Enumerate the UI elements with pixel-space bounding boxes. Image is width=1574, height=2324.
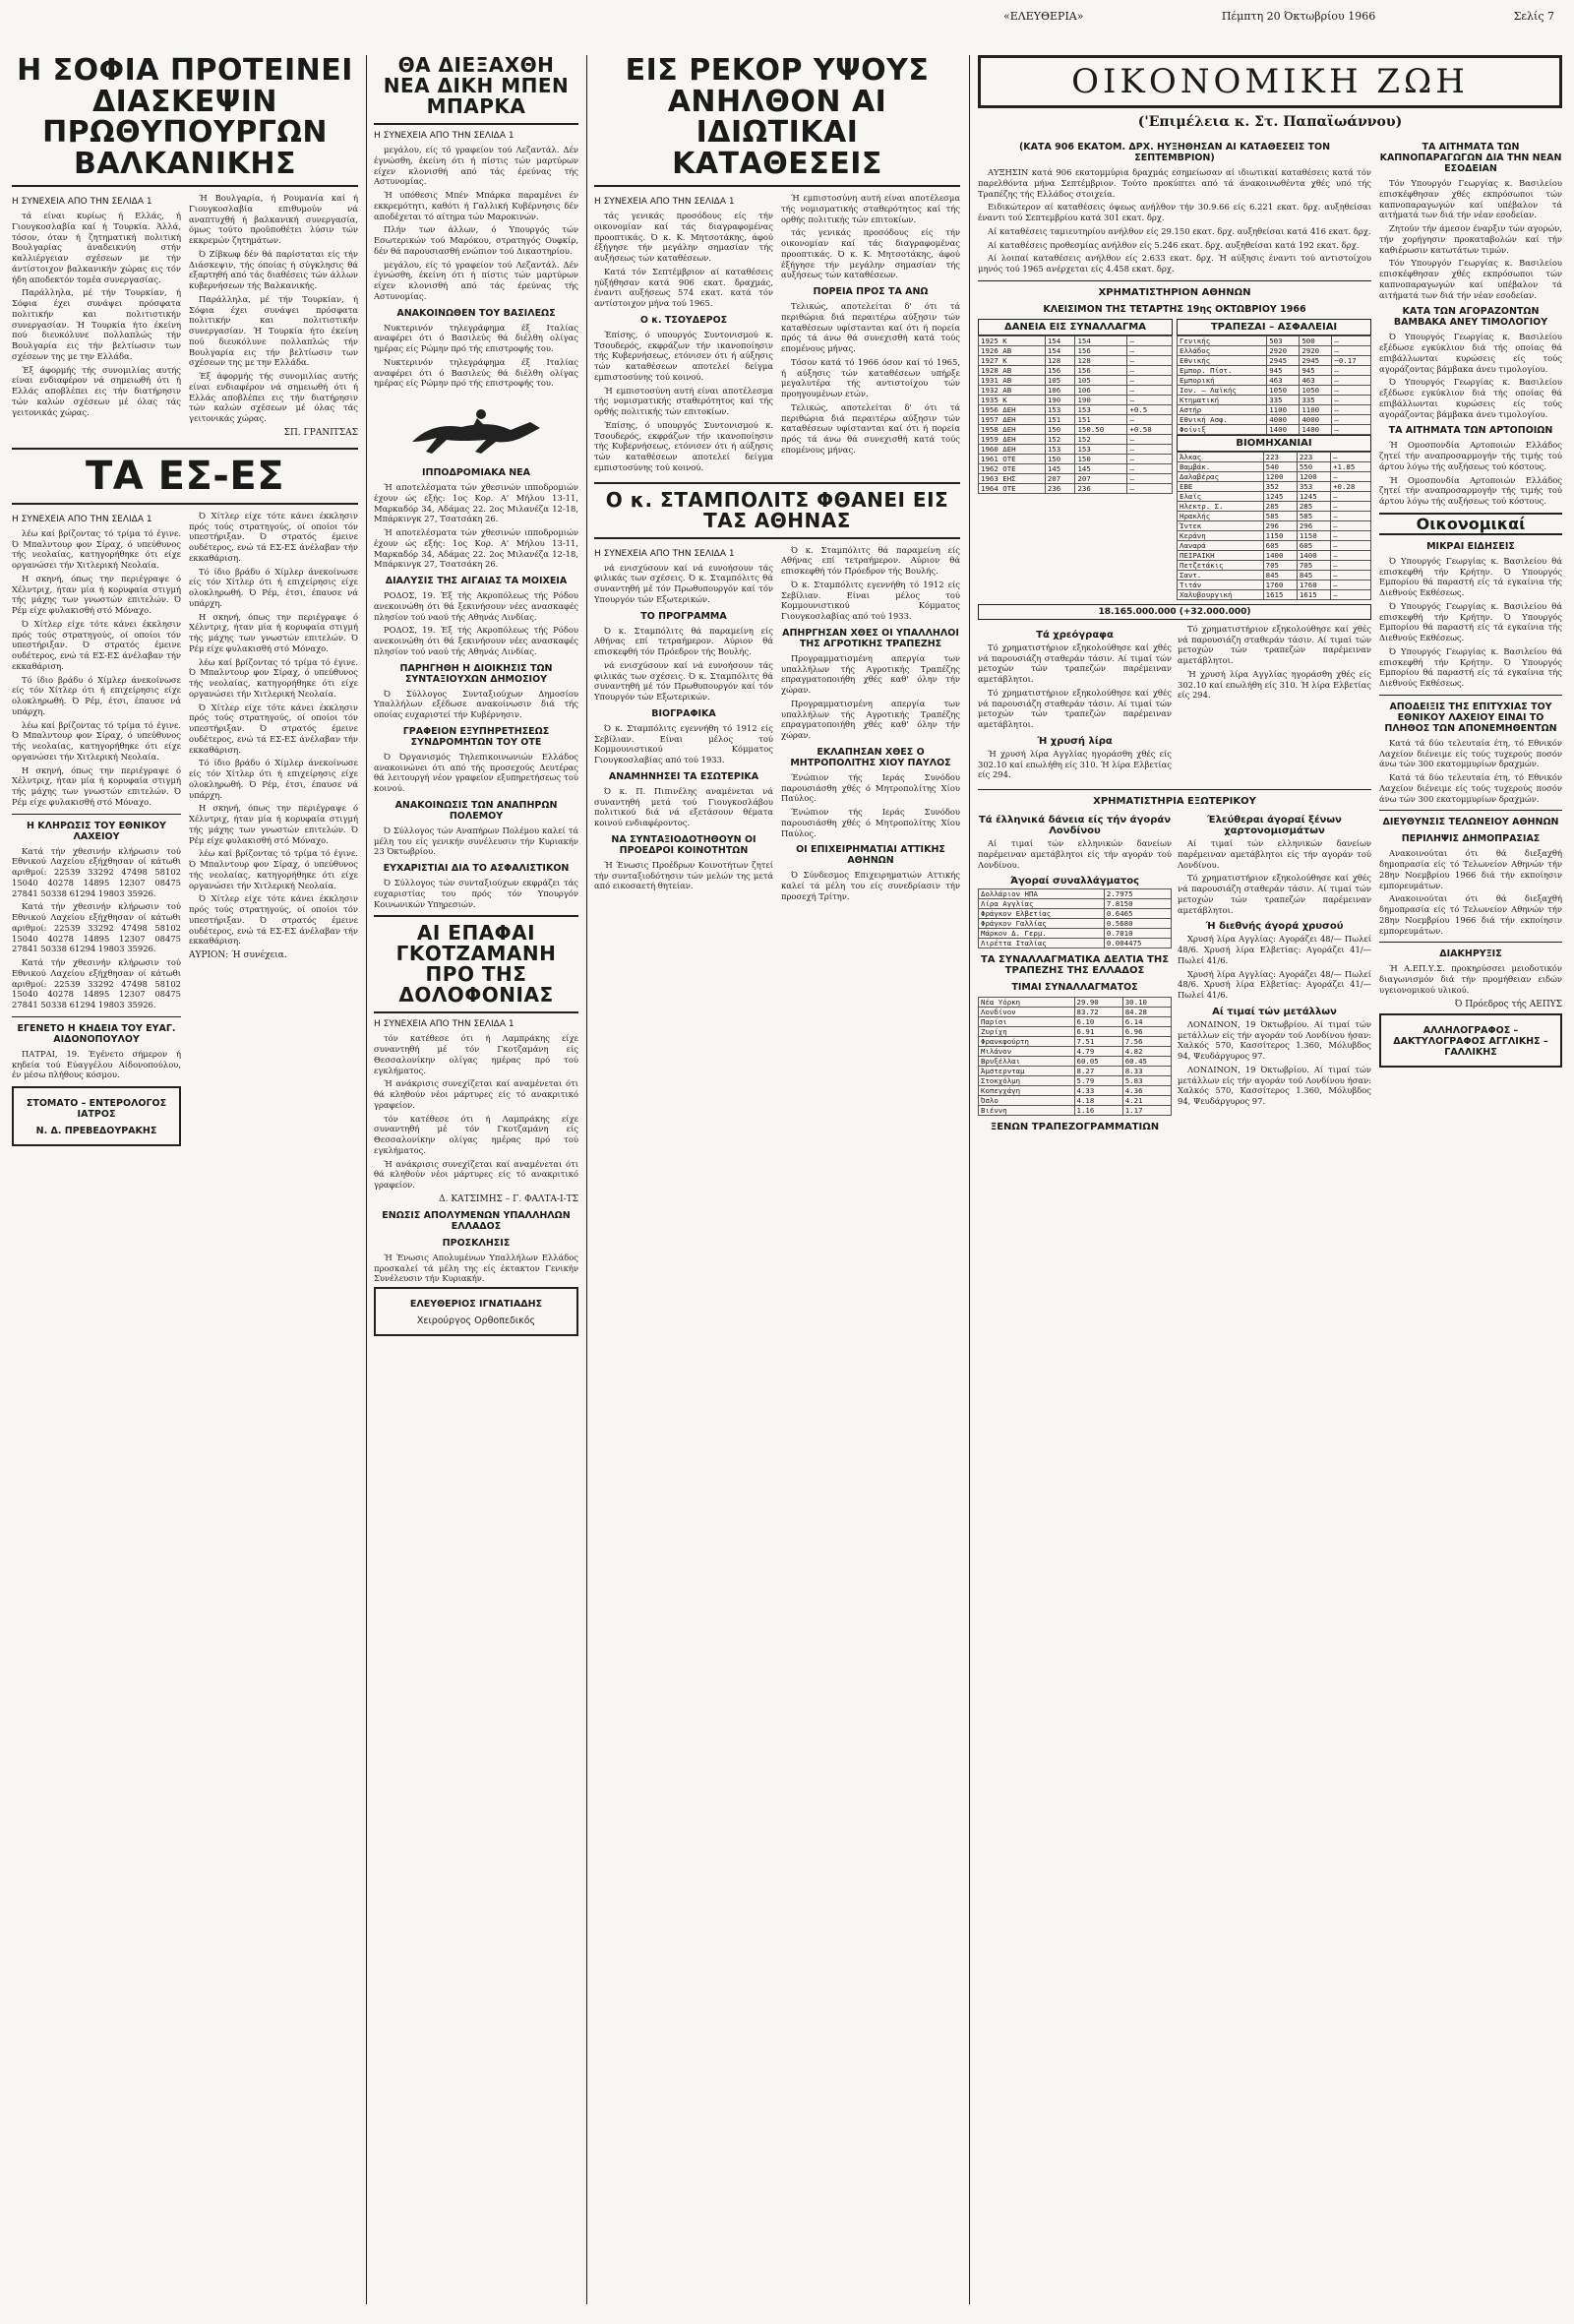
table-row: Βαμβάκ. 540 550 +1.85 [1178,461,1371,471]
table-row: Πετζετάκις 705 705 — [1178,560,1371,570]
foreign-bourses-title: ΧΡΗΜΑΤΙΣΤΗΡΙΑ ΕΞΩΤΕΡΙΚΟΥ [1093,796,1256,807]
table-row: Εμπορική 463 463 — [1178,375,1371,385]
table-row: 1962 ΟΤΕ 145 145 — [979,463,1173,473]
funeral-body: ΠΑΤΡΑΙ, 19. Έγένετο σήμερον ή κηδεία τού Εύαγγέλου Αίδονοπούλου, έν μέσω πλήθους κόσμου. [12,1048,181,1080]
continuation-label: Η ΣΥΝΕΧΕΙΑ ΑΠΟ ΤΗΝ ΣΕΛΙΔΑ 1 [374,131,515,141]
byline-katsimis: Δ. ΚΑΤΣΙΜΗΣ – Γ. ΦΑΛΤΑ-Ι-ΤΣ [439,1193,578,1204]
table-row: Λονδίνον 83.72 84.28 [979,1008,1172,1017]
table-row: Ηρακλής 585 585 — [1178,511,1371,520]
economy-section: ΟΙΚΟΝΟΜΙΚΗ ΖΩΗ ('Επιμέλεια κ. Στ. Παπαϊωάννου) (ΚΑΤΑ 906 ΕΚΑΤΟΜ. ΔΡΧ. ΗΥΞΗΘΗΣΑΝ ΑΙ ΚΑΤΑΘΕΣΕΙΣ ΤΟΝ ΣΕΠΤΕΜΒΡΙΟΝ) ΑΥΞΗΣΙΝ κατά 906 εκατομμύρια δραχμάς εσημείωσαν αί ιδιωτικαί καταθέσεις κατά τόν παρελθόντα μήνα Σεπτέμβριον. Τούτο προκύπτει από τά άνακοινωθέντα χθές υπό τής Τραπέζης τής Ελλάδος στοιχεία. Ειδικώτερον αί καταθέσεις όψεως ανήλθον τήν 30.9.66 είς 6.221 εκατ. δρχ. αυξηθείσαι έναντι τού Σεπτεμβρίου κατά 301 εκατ. δρχ. Αί καταθέσεις ταμιευτηρίου ανήλθον είς 29.150 εκατ. δρχ. αυξηθείσαι κατά 416 εκατ. δρχ. Αί καταθέσεις προθεσμίας ανήλθον είς 5.246 εκατ. δρχ. αυξηθείσαι κατά 192 εκατ. δρχ. Αί λοιπαί καταθέσεις ανήλθον είς 2.633 εκατ. δρχ. Ή αύξησις έναντι τού αντιστοίχου μηνός τού 1965 ανέρχεται είς 4.458 εκατ. δρχ. ΧΡΗΜΑΤΙΣΤΗΡΙΟΝ ΑΘΗΝΩΝ ΚΛΕΙΣΙΜΟΝ ΤΗΣ ΤΕΤΑΡΤΗΣ 19ης ΟΚΤΩΒΡΙΟΥ 1966 ΔΑΝΕΙΑ ΕΙΣ ΣΥΝΑΛΛΑΓΜΑ 1925 Κ 154 154 — 1926 ΑΒ 154 156 — 1927 Κ 128 128 — 1928 ΑΒ 156 156 — 1931 ΑΒ 105 105 — 1932 ΑΒ 106 106 — 1935 Κ 190 190 — 1956 ΔΕΗ 153 153 +0.5 1957 ΔΕΗ 151 151 — 1958 ΔΕΗ 150 150.50 +0.50 1959 ΔΕΗ 152 152 — 1960 ΔΕΗ 153 153 — 1961 ΟΤΕ 150 150 — 1962 ΟΤΕ 145 145 — 1963 ΕΗΣ 207 207 — 1964 ΟΤΕ 236 236 — ΤΡΑΠΕΖΑΙ – ΑΣΦΑΛΕΙΑΙ Γενικής 503 500 — Ελλάδος 2920 2920 — Εθνικής 2945 2945 −0.17 Εμπορ. Πίστ. 945 945 — Εμπορική 463 463 — Ιον. – Λαϊκής 1050 1050 — Κτηματική 335 335 — Αστήρ 1100 1100 — Εθνική Ασφ. 4000 4000 — Φοίνιξ 1400 1400 — ΒΙΟΜΗΧΑΝΙΑΙ Άλκας 223 223 — Βαμβάκ. 540 550 +1.85 Δαλαβέρας 1200 1200 — ΕΒΕ 352 353 +0.28 Ελαϊς 1245 1245 — Ηλεκτρ. Σ. 285 285 — Ηρακλής 585 585 — Ίντεκ 296 296 — Κεράνη 1150 1150 — Λαναρά 605 605 — ΠΕΙΡΑΙΚΗ 1400 1400 — Πετζετάκις 705 705 — Σαντ. 845 845 — Τιτάν 1760 1760 — Χαλυβουργική 1615 1615 — 18.165.000.000 (+32.000.000) Τά χρεόγραφα Τό χρηματιστήριον εξηκολούθησε καί χθές νά παρουσιάζη σταθεράν τάσιν. Αί τιμαί τών μετοχών τών τραπεζών παρέμειναν αμετάβλητοι. Τό χρηματιστήριον εξηκολούθησε καί χθές νά παρουσιάζη σταθεράν τάσιν. Αί τιμαί τών μετοχών τών τραπεζών παρέμειναν αμετάβλητοι. Ή χρυσή λίρα Ή χρυσή λίρα Αγγλίας ηγοράσθη χθές είς 302.10 καί επωλήθη είς 310. Ή λίρα Ελβετίας είς 294. Τό χρηματιστήριον εξηκολούθησε καί χθές νά παρουσιάζη σταθεράν τάσιν. Αί τιμαί τών μετοχών τών τραπεζών παρέμειναν αμετάβλητοι. Ή χρυσή λίρα Αγγλίας ηγοράσθη χθές είς 302.10 καί επωλήθη είς 310. Ή λίρα Ελβετίας είς 294. ΧΡΗΜΑΤΙΣΤΗΡΙΑ ΕΞΩΤΕΡΙΚΟΥ Τά έλληνικά δάνεια είς τήν άγοράν Λονδίνου Αί τιμαί τών ελληνικών δανείων παρέμειναν αμετάβλητοι είς τήν αγοράν τού Λονδίνου. Άγοραί συναλλάγματος Δολλάριον ΗΠΑ 2.7975 Λίρα Αγγλίας 7.8150 Φράγκον Ελβετίας 0.6465 Φράγκον Γαλλίας 0.5680 Μάρκον Δ. Γερμ. 0.7010 Λιρέττα Ιταλίας 0.004475 ΤΑ ΣΥΝΑΛΛΑΓΜΑΤΙΚΑ ΔΕΛΤΙΑ ΤΗΣ ΤΡΑΠΕΖΗΣ ΤΗΣ ΕΛΛΑΔΟΣ ΤΙΜΑΙ ΣΥΝΑΛΛΑΓΜΑΤΟΣ Νέα Υόρκη 29.90 30.10 Λονδίνον 83.72 84.28 Παρίσι 6.10 6.14 Ζυρίχη 6.91 6.96 Φρανκφούρτη 7.51 7.56 Μιλάνον 4.79 4.82 Βρυξέλλαι 60.05 60.45 Άμστερνταμ 8.27 8.33 Στοκχόλμη 5.79 5.83 Κοπεγχάγη 4.33 4.36 Όσλο 4.18 4.21 Βιέννη 1.16 1.17 ΞΕΝΩΝ ΤΡΑΠΕΖΟΓΡΑΜΜΑΤΙΩΝ Έλεύθεραι άγοραί ξένων χαρτονομισμάτων Αί τιμαί τών ελληνικών δανείων παρέμειναν αμετάβλητοι είς τήν αγοράν τού Λονδίνου. Τό χρηματιστήριον εξηκολούθησε καί χθές νά παρουσιάζη σταθεράν τάσιν. Αί τιμαί τών μετοχών τών τραπεζών παρέμειναν αμετάβλητοι. Ή διεθνής άγορά χρυσού Χρυσή λίρα Αγγλίας: Αγοράζει 48/— Πωλεί 48/6. Χρυσή λίρα Ελβετίας: Αγοράζει 41/— Πωλεί 41/6. Χρυσή λίρα Αγγλίας: Αγοράζει 48/— Πωλεί 48/6. Χρυσή λίρα Ελβετίας: Αγοράζει 41/— Πωλεί 41/6. Αί τιμαί τών μετάλλων ΛΟΝΔΙΝΟΝ, 19 Όκτωβρίου. Αί τιμαί τών μετάλλων είς τήν αγοράν τού Λονδίνου ήσαν: Χαλκός 570, Κασσίτερος 1.360, Μόλυβδος 94, Ψευδάργυρος 97. ΛΟΝΔΙΝΟΝ, 19 Όκτωβρίου. Αί τιμαί τών μετάλλων είς τήν αγοράν τού Λονδίνου ήσαν: Χαλκός 570, Κασσίτερος 1.360, Μόλυβδος 94, Ψευδάργυρος 97. ΤΑ ΑΙΤΗΜΑΤΑ ΤΩΝ ΚΑΠΝΟΠΑΡΑΓΩΓΩΝ ΔΙΑ ΤΗΝ ΝΕΑΝ ΕΣΟΔΕΙΑΝ Τόν Υπουργόν Γεωργίας κ. Βασιλείου επισκέφθησαν χθές εκπρόσωποι τών καπνοπαραγωγών καί υπέβαλον τά αιτήματά των διά τήν νέαν εσοδείαν. Ζητούν τήν άμεσον έναρξιν τών αγορών, τήν χορήγησιν προκαταβολών καί τήν καθιέρωσιν κατωτάτων τιμών. Τόν Υπουργόν Γεωργίας κ. Βασιλείου επισκέφθησαν χθές εκπρόσωποι τών καπνοπαραγωγών καί υπέβαλον τά αιτήματά των διά τήν νέαν εσοδείαν. ΚΑΤΑ ΤΩΝ ΑΓΟΡΑΖΟΝΤΩΝ ΒΑΜΒΑΚΑ ΑΝΕΥ ΤΙΜΟΛΟΓΙΟΥ Ό Υπουργός Γεωργίας κ. Βασιλείου εξέδωσε εγκύκλιον διά τής οποίας θά επιβάλλωνται κυρώσεις είς τούς αγοράζοντας βάμβακα άνευ τιμολογίου. Ό Υπουργός Γεωργίας κ. Βασιλείου εξέδωσε εγκύκλιον διά τής οποίας θά επιβάλλωνται κυρώσεις είς τούς αγοράζοντας βάμβακα άνευ τιμολογίου. ΤΑ ΑΙΤΗΜΑΤΑ ΤΩΝ ΑΡΤΟΠΟΙΩΝ Ή Ομοσπονδία Αρτοποιών Ελλάδος ζητεί τήν αναπροσαρμογήν τής τιμής τού άρτου λόγω τής αυξήσεως τού κόστους. Ή Ομοσπονδία Αρτοποιών Ελλάδος ζητεί τήν αναπροσαρμογήν τής τιμής τού άρτου λόγω τής αυξήσεως τού κόστους. Οικονομικαί ΜΙΚΡΑΙ ΕΙΔΗΣΕΙΣ Ό Υπουργός Γεωργίας κ. Βασιλείου θά επισκεφθή τήν Κρήτην. Ό Υπουργός Εμπορίου θά παραστή είς τά εγκαίνια τής Διεθνούς Εκθέσεως. Ό Υπουργός Γεωργίας κ. Βασιλείου θά επισκεφθή τήν Κρήτην. Ό Υπουργός Εμπορίου θά παραστή είς τά εγκαίνια τής Διεθνούς Εκθέσεως. Ό Υπουργός Γεωργίας κ. Βασιλείου θά επισκεφθή τήν Κρήτην. Ό Υπουργός Εμπορίου θά παραστή είς τά εγκαίνια τής Διεθνούς Εκθέσεως. ΑΠΟΔΕΙΞΙΣ ΤΗΣ ΕΠΙΤΥΧΙΑΣ ΤΟΥ ΕΘΝΙΚΟΥ ΛΑΧΕΙΟΥ ΕΙΝΑΙ ΤΟ ΠΛΗΘΟΣ ΤΩΝ ΑΠΟΝΕΜΗΘΕΝΤΩΝ Κατά τά δύο τελευταία έτη, τό Εθνικόν Λαχείον διένειμε είς τούς τυχερούς ποσόν άνω τών 300 εκατομμυρίων δραχμών. Κατά τά δύο τελευταία έτη, τό Εθνικόν Λαχείον διένειμε είς τούς τυχερούς ποσόν άνω τών 300 εκατομμυρίων δραχμών. ΔΙΕΥΘΥΝΣΙΣ ΤΕΛΩΝΕΙΟΥ ΑΘΗΝΩΝ ΠΕΡΙΛΗΨΙΣ ΔΗΜΟΠΡΑΣΙΑΣ Ανακοινούται ότι θά διεξαχθή δημοπρασία είς τό Τελωνείον Αθηνών τήν 28ην Νοεμβρίου 1966 διά τήν εκποίησιν εμπορευμάτων. Ανακοινούται ότι θά διεξαχθή δημοπρασία είς τό Τελωνείον Αθηνών τήν 28ην Νοεμβρίου 1966 διά τήν εκποίησιν εμπορευμάτων. ΔΙΑΚΗΡΥΞΙΣ Ή Α.ΕΠ.Υ.Σ. προκηρύσσει μειοδοτικόν διαγωνισμόν διά τήν προμήθειαν ειδών υγειονομικού υλικού. Ό Πρόεδρος τής ΑΕΠΥΣ ΑΛΛΗΛΟΓΡΑΦΟΣ – ΔΑΚΤΥΛΟΓΡΑΦΟΣ ΑΓΓΛΙΚΗΣ – ΓΑΛΛΙΚΗΣ [978,55,1562,2304]
table-row: Μάρκον Δ. Γερμ. 0.7010 [979,929,1172,939]
page-number: Σελίς 7 [1513,10,1554,23]
table-row: Μιλάνον 4.79 4.82 [979,1047,1172,1057]
table-row: Δολλάριον ΗΠΑ 2.7975 [979,889,1172,899]
table-row: Δαλαβέρας 1200 1200 — [1178,471,1371,481]
clerk-job-ad: ΑΛΛΗΛΟΓΡΑΦΟΣ – ΔΑΚΤΥΛΟΓΡΑΦΟΣ ΑΓΓΛΙΚΗΣ – ΓΑΛΛΙΚΗΣ [1379,1013,1562,1068]
table-row: Φράγκον Γαλλίας 0.5680 [979,919,1172,929]
table-row: Σαντ. 845 845 — [1178,570,1371,580]
industries-table [1177,452,1371,600]
king-body: Νυκτερινόν τηλεγράφημα έξ Ιταλίας αναφέρει ότι ό Βασιλεύς θά διέλθη ολίγας ημέρας είς Ρώμην πρό τής επιστροφής του. Νυκτερινόν τηλεγράφημα έξ Ιταλίας αναφέρει ότι ό Βασιλεύς θά διέλθη ολίγας ημέρας είς Ρώμην πρό τής επιστροφής του. [374,322,578,389]
continuation-label: Η ΣΥΝΕΧΕΙΑ ΑΠΟ ΤΗΝ ΣΕΛΙΔΑ 1 [594,197,735,207]
securities-title: Τά χρεόγραφα [1036,629,1114,641]
column-rule [969,55,970,2304]
table-row: Αστήρ 1100 1100 — [1178,404,1371,414]
column-rule [366,55,367,2304]
table-row: 1958 ΔΕΗ 150 150.50 +0.50 [979,424,1173,434]
article-ss-body: λέω καί βρίζοντας τό τρίμα τό έγινε. Ό Μπαλντουρ φον Σίραχ, ό υπεύθυνος τής νεολαίας, κατηγορήθηκε ότι είχε οργανώσει τήν Χιτλερική Νεολαία. Η σκηνή, όπως την περιέγραψε ό Χέλντριχ, ήταν μία ή κορυφαία στιγμή τής μάχης των γνωστών επιτελών. Ό Ρέμ είχε φυλακισθή στό Μόναχο. Ό Χίτλερ είχε τότε κάνει έκκλησιν πρός τούς στρατηγούς, οί οποίοι τόν υπεστήριξαν. Ό στρατός έμεινε ουδέτερος, ενώ τά ΕΣ-ΕΣ άνέλαβαν τήν εκκαθάριση. Τό ίδιο βράδυ ό Χίμλερ άνεκοίνωσε είς τόν Χίτλερ ότι ή επιχείρησις είχε ολοκληρωθή. Ό Ρέμ, έτσι, έπαυσε νά υπάρχη. λέω καί βρίζοντας τό τρίμα τό έγινε. Ό Μπαλντουρ φον Σίραχ, ό υπεύθυνος τής νεολαίας, κατηγορήθηκε ότι είχε οργανώσει τήν Χιτλερική Νεολαία. Η σκηνή, όπως την περιέγραψε ό Χέλντριχ, ήταν μία ή κορυφαία στιγμή τής μάχης των γνωστών επιτελών. Ό Ρέμ είχε φυλακισθή στό Μόναχο. [12,527,181,807]
table-row: Βρυξέλλαι 60.05 60.45 [979,1057,1172,1067]
tables-title: ΤΑ ΣΥΝΑΛΛΑΓΜΑΤΙΚΑ ΔΕΛΤΙΑ ΤΗΣ ΤΡΑΠΕΖΗΣ ΤΗΣ ΕΛΛΑΔΟΣ [980,954,1170,977]
lottery-success-title: ΑΠΟΔΕΙΞΙΣ ΤΗΣ ΕΠΙΤΥΧΙΑΣ ΤΟΥ ΕΘΝΙΚΟΥ ΛΑΧΕΙΟΥ ΕΙΝΑΙ ΤΟ ΠΛΗΘΟΣ ΤΩΝ ΑΠΟΝΕΜΗΘΕΝΤΩΝ [1384,701,1557,734]
table-row: 1963 ΕΗΣ 207 207 — [979,473,1173,483]
greek-loans-london-title: Τά έλληνικά δάνεια είς τήν άγοράν Λονδίνου [978,815,1172,836]
bourse-total: 18.165.000.000 (+32.000.000) [978,604,1371,620]
table-row: Νέα Υόρκη 29.90 30.10 [979,998,1172,1008]
loans-table-title: ΔΑΝΕΙΑ ΕΙΣ ΣΥΝΑΛΛΑΓΜΑ [978,319,1173,336]
customs-sub: ΠΕΡΙΛΗΨΙΣ ΔΗΜΟΠΡΑΣΙΑΣ [1401,833,1541,845]
horse-body: Ή αποτελέσματα τών χθεσινών ιπποδρομιών έχουν ώς εξής: 1ος Κορ. Α' Μήλου 13-11, Μαρκαδόρ 34, Αδάμας 22. 2ος Μιλανέζα 12-18, Μπάρκινγκ 27, Τσατσάκη 26. Ή αποτελέσματα τών χθεσινών ιπποδρομιών έχουν ώς εξής: 1ος Κορ. Α' Μήλου 13-11, Μαρκαδόρ 34, Αδάμας 22. 2ος Μιλανέζα 12-18, Μπάρκινγκ 27, Τσατσάκη 26. [374,482,578,570]
union-body: Ή Ένωσις Απολυμένων Υπαλλήλων Ελλάδος προσκαλεί τά μέλη της είς έκτακτον Γενικήν Συνέλευσιν τήν Κυριακήν. [374,1252,578,1284]
ote-office-body: Ό Όργανισμός Τηλεπικοινωνιών Ελλάδος ανακοινώνει ότι από τής προσεχούς Δευτέρας θά λειτουργή νέον γραφείον εξυπηρετήσεως τού κοινού. [374,751,578,793]
thanks-body: Ό Σύλλογος τών συνταξιούχων εκφράζει τάς ευχαριστίας του πρός τόν Υπουργόν Κοινωνικών Υπηρεσιών. [374,878,578,909]
paper-name: «ΕΛΕΥΘΕΡΙΑ» [1003,10,1084,23]
pensioners-body: Ό Σύλλογος Συνταξιούχων Δημοσίου Υπαλλήλων εξέδωσε ανακοίνωσιν διά τής οποίας ευχαριστεί τήν Κυβέρνησιν. [374,688,578,719]
headline-ss: ΤΑ ΕΣ-ΕΣ [85,453,285,499]
surgeon-ad: ΕΛΕΥΘΕΡΙΟΣ ΙΓΝΑΤΙΑΔΗΣ Χειρούργος Ορθοπεδικός [374,1287,578,1336]
veterans-body: Ό Σύλλογος τών Αναπήρων Πολέμου καλεί τά μέλη του είς γενικήν συνέλευσιν τήν Κυριακήν 23 Όκτωβρίου. [374,825,578,857]
loans-table [978,336,1173,494]
table-row: 1931 ΑΒ 105 105 — [979,375,1173,385]
table-row: Λιρέττα Ιταλίας 0.004475 [979,939,1172,948]
industries-table-title: ΒΙΟΜΗΧΑΝΙΑΙ [1177,435,1371,452]
article-ben-barka-body: μεγάλου, είς τό γραφείον τού Λεζαντάλ. Δέν έγνώσθη, έκείνη ότι ή πίστις τών μαρτύρων είχεν κλονισθή από τάς έρεύνας τής Αστυνομίας. Ή υπόθεσις Μπέν Μπάρκα παραμένει έν εκκρεμότητι, καθότι ή Γαλλική Κυβέρνησις δέν αποδέχεται τό αίτημα τών Μαροκινών. Πλήν των άλλων, ό Υπουργός τών Εσωτερικών τού Μαρόκου, στρατηγός Ουφκίρ, δέν θά παρουσιασθή ενώπιον τού Δικαστηρίου. μεγάλου, είς τό γραφείον τού Λεζαντάλ. Δέν έγνώσθη, έκείνη ότι ή πίστις τών μαρτύρων είχεν κλονισθή από τάς έρεύνας τής Αστυνομίας. [374,145,578,301]
table-row: 1960 ΔΕΗ 153 153 — [979,444,1173,454]
rhodes-title: ΔΙΑΛΥΣΙΣ ΤΗΣ ΑΙΓΑΙΑΣ ΤΑ ΜΟΙΧΕΙΑ [385,576,568,586]
column-left [12,55,358,2304]
customs-title: ΔΙΕΥΘΥΝΣΙΣ ΤΕΛΩΝΕΙΟΥ ΑΘΗΝΩΝ [1382,817,1559,828]
headline-sofia: Η ΣΟΦΙΑ ΠΡΟΤΕΙΝΕΙ ΔΙΑΣΚΕΨΙΝ ΠΡΩΘΥΠΟΥΡΓΩΝ ΒΑΛΚΑΝΙΚΗΣ [17,55,353,181]
table-row: Κτηματική 335 335 — [1178,395,1371,404]
table-row: Φοίνιξ 1400 1400 — [1178,424,1371,434]
table-row: 1927 Κ 128 128 — [979,355,1173,365]
subhead-upward: ΠΟΡΕΙΑ ΠΡΟΣ ΤΑ ΑΝΩ [813,286,929,297]
subhead-program: ΤΟ ΠΡΟΓΡΑΜΜΑ [640,610,727,622]
lottery-title: Η ΚΛΗΡΩΣΙΣ ΤΟΥ ΕΘΝΙΚΟΥ ΛΑΧΕΙΟΥ [27,820,166,842]
headline-gotzamanis: ΑΙ ΕΠΑΦΑΙ ΓΚΟΤΖΑΜΑΝΗ ΠΡΟ ΤΗΣ ΔΟΛΟΦΟΝΙΑΣ [395,921,557,1008]
table-row: Εθνικής 2945 2945 −0.17 [1178,355,1371,365]
article-sofia-body: τά είναι κυρίως ή Ελλάς, ή Γιουγκοσλαβία καί ή Τουρκία. Άλλά, τόσον, όταν ή ζητηματική πολιτική Βουλγαρίας άναδεικνύη στήν καλλιέργειαν σχέσεων με τήν άντίστοιχον βαλκανικήν χώρας εις τόν ήδη αποδεκτόν τομέα συνεργασίας. Παράλληλα, μέ τήν Τουρκίαν, ή Σόφια έχει συνάψει πρόσφατα πολιτικήν και πολιτιστικήν συνεργασίαν. Ή Τουρκία ήτο έκείνη πού διευκόλυνε πολλαπλώς τήν Βουλγαρία εις τήν βελτίωσιν των σχέσεων της με την Ελλάδα. Έξ άφορμής τής συνομιλίας αυτής είναι ενδιαφέρον νά σημειωθή ότι ή Ελλάς αποβλέπει εις τήν διατήρησιν τών καλών σχέσεων μέ όλας τάς γειτονικάς χώρας. [12,211,181,417]
racehorse-illustration [402,393,550,461]
headline-deposits: ΕΙΣ ΡΕΚΟΡ ΥΨΟΥΣ ΑΝΗΛΘΟΝ ΑΙ ΙΔΙΩΤΙΚΑΙ ΚΑΤΑΘΕΣΕΙΣ [625,55,930,181]
running-header [1003,10,1554,23]
table-row: Τιτάν 1760 1760 — [1178,580,1371,589]
table-row: Ιον. – Λαϊκής 1050 1050 — [1178,385,1371,395]
article-sofia-body-2: Ή Βουλγαρία, ή Ρουμανία καί ή Γιουγκοσλαβία επιθυμούν νά αναπτυχθή ή βαλκανική συνεργασία, όμως τούτο προϋποθέτει λύσιν τών εκκρεμών ζητημάτων. Ό Ζίβκωφ δέν θά παρίσταται είς τήν Διάσκεψιν, τής όποίας ή σύγκλησις θά εξαρτηθή από τάς διαθέσεις τών άλλων κυβερνήσεων τής Βαλκανικής. Παράλληλα, μέ τήν Τουρκίαν, ή Σόφια έχει συνάψει πρόσφατα πολιτικήν και πολιτιστικήν συνεργασίαν. Ή Τουρκία ήτο έκείνη πού διευκόλυνε πολλαπλώς τήν Βουλγαρία εις τήν βελτίωσιν των σχέσεων της με την Ελλάδα. Έξ άφορμής τής συνομιλίας αυτής είναι ενδιαφέρον νά σημειωθή ότι ή Ελλάς αποβλέπει εις τήν διατήρησιν τών καλών σχέσεων μέ όλας τάς γειτονικάς χώρας. [189,193,358,423]
meeting-title: ΝΑ ΣΥΝΤΑΞΙΟΔΟΤΗΘΟΥΝ ΟΙ ΠΡΟΕΔΡΟΙ ΚΟΙΝΟΤΗΤΩΝ [611,833,757,856]
table-row: Ίντεκ 296 296 — [1178,520,1371,530]
church-title: ΕΚΛΑΠΗΣΑΝ ΧΘΕΣ Ο ΜΗΤΡΟΠΟΛΙΤΗΣ ΧΙΟΥ ΠΑΥΛΟΣ [790,746,951,768]
table-row: Φράγκον Ελβετίας 0.6465 [979,909,1172,919]
table-row: Παρίσι 6.10 6.14 [979,1017,1172,1027]
fx-table [978,888,1172,948]
table-row: Κοπεγχάγη 4.33 4.36 [979,1086,1172,1096]
continuation-label: Η ΣΥΝΕΧΕΙΑ ΑΠΟ ΤΗΝ ΣΕΛΙΔΑ 1 [594,548,735,559]
ote-office-title: ΓΡΑΦΕΙΟΝ ΕΞΥΠΗΡΕΤΗΣΕΩΣ ΣΥΝΔΡΟΜΗΤΩΝ ΤΟΥ ΟΤΕ [402,725,550,748]
veterans-title: ΑΝΑΚΟΙΝΩΣΙΣ ΤΩΝ ΑΝΑΠΗΡΩΝ ΠΟΛΕΜΟΥ [394,799,558,822]
article-deposits-body: τάς γενικάς προσόδους είς τήν οικονομίαν καί τάς διαγραφομένας προοπτικάς. Ό κ. Κ. Μητσοτάκης, άφού έξήγησε τήν μεγάλην σημασίαν τής αυξήσεως τών καταθέσεων. Κατά τόν Σεπτέμβριον αί καταθέσεις ηύξήθησαν κατά 906 εκατ. δραχμάς, έναντι αυξήσεως 574 εκατ. κατά τόν αντίστοιχον μήνα τού 1965. [594,211,773,308]
table-row: Λαναρά 605 605 — [1178,540,1371,550]
table-row: 1928 ΑΒ 156 156 — [979,365,1173,375]
subhead-internal: ΑΝΑΜΗΝΗΣΕΙ ΤΑ ΕΣΩΤΕΡΙΚΑ [608,770,759,782]
deposits-title: (ΚΑΤΑ 906 ΕΚΑΤΟΜ. ΔΡΧ. ΗΥΞΗΘΗΣΑΝ ΑΙ ΚΑΤΑΘΕΣΕΙΣ ΤΟΝ ΣΕΠΤΕΜΒΡΙΟΝ) [1018,142,1331,163]
small-news-kicker: Οικονομικαί [1379,513,1562,535]
doctor-ad: ΣΤΟΜΑΤΟ – ΕΝΤΕΡΟΛΟΓΟΣ ΙΑΤΡΟΣ Ν. Δ. ΠΡΕΒΕΔΟΥΡΑΚΗΣ [12,1086,181,1146]
table-row: 1959 ΔΕΗ 152 152 — [979,434,1173,444]
thanks-title: ΕΥΧΑΡΙΣΤΙΑΙ ΔΙΑ ΤΟ ΑΣΦΑΛΙΣΤΙΚΟΝ [383,863,570,874]
table-row: Ηλεκτρ. Σ. 285 285 — [1178,501,1371,511]
byline-granitsas: ΣΠ. ΓΡΑΝΙΤΣΑΣ [283,427,358,438]
column-c: ΕΙΣ ΡΕΚΟΡ ΥΨΟΥΣ ΑΝΗΛΘΟΝ ΑΙ ΙΔΙΩΤΙΚΑΙ ΚΑΤΑΘΕΣΕΙΣ Η ΣΥΝΕΧΕΙΑ ΑΠΟ ΤΗΝ ΣΕΛΙΔΑ 1 τάς γενικάς προσόδους είς τήν οικονομίαν καί τάς διαγραφομένας προοπτικάς. Ό κ. Κ. Μητσοτάκης, άφού έξήγησε τήν μεγάλην σημασίαν τής αυξήσεως τών καταθέσεων. Κατά τόν Σεπτέμβριον αί καταθέσεις ηύξήθησαν κατά 906 εκατ. δραχμάς, έναντι αυξήσεως 574 εκατ. κατά τόν αντίστοιχον μήνα τού 1965. Ο κ. ΤΣΟΥΔΕΡΟΣ Έπίσης, ό υπουργός Συντονισμού κ. Τσουδερός, εκφράζων τήν ικανοποίησιν τής Κυβερνήσεως, ετόνισεν ότι ή αύξησις τών καταθέσεων αποτελεί δείγμα εμπιστοσύνης τού κοινού. Ή εμπιστοσύνη αυτή είναι αποτέλεσμα τής νομισματικής σταθερότητος καί τής ορθής πολιτικής τών επιτοκίων. Έπίσης, ό υπουργός Συντονισμού κ. Τσουδερός, εκφράζων τήν ικανοποίησιν τής Κυβερνήσεως, ετόνισεν ότι ή αύξησις τών καταθέσεων αποτελεί δείγμα εμπιστοσύνης τού κοινού. Ή εμπιστοσύνη αυτή είναι αποτέλεσμα τής νομισματικής σταθερότητος καί τής ορθής πολιτικής τών επιτοκίων. τάς γενικάς προσόδους είς τήν οικονομίαν καί τάς διαγραφομένας προοπτικάς. Ό κ. Κ. Μητσοτάκης, άφού έξήγησε τήν μεγάλην σημασίαν τής αυξήσεως τών καταθέσεων. ΠΟΡΕΙΑ ΠΡΟΣ ΤΑ ΑΝΩ Τελικώς, αποτελείται δ' ότι τά περιθώρια διά περαιτέρω αύξησιν τών καταθέσεων υφίστανται καί ότι ή πορεία πρός τά άνω θά συνεχισθή κατά τούς επομένους μήνας. Τόσον κατά τό 1966 όσον καί τό 1965, ή αύξησις τών καταθέσεων υπήρξε μεγαλυτέρα τής αντιστοίχου τών προηγουμένων ετών. Τελικώς, αποτελείται δ' ότι τά περιθώρια διά περαιτέρω αύξησιν τών καταθέσεων υφίστανται καί ότι ή πορεία πρός τά άνω θά συνεχισθή κατά τούς επομένους μήνας. Ο κ. ΣΤΑΜΠΟΛΙΤΣ ΦΘΑΝΕΙ ΕΙΣ ΤΑΣ ΑΘΗΝΑΣ Η ΣΥΝΕΧΕΙΑ ΑΠΟ ΤΗΝ ΣΕΛΙΔΑ 1 νά ενισχύσουν καί νά ευνοήσουν τάς φιλικάς των σχέσεις. Ό κ. Σταμπόλιτς θά συναντηθή μέ τόν Πρωθυπουργόν καί τόν Υπουργόν τών Εξωτερικών. ΤΟ ΠΡΟΓΡΑΜΜΑ Ό κ. Σταμπόλιτς θά παραμείνη είς Αθήνας επί τετραήμερον. Αύριον θά επισκεφθή τόν Πρόεδρον τής Βουλής. νά ενισχύσουν καί νά ευνοήσουν τάς φιλικάς των σχέσεις. Ό κ. Σταμπόλιτς θά συναντηθή μέ τόν Πρωθυπουργόν καί τόν Υπουργόν τών Εξωτερικών. ΒΙΟΓΡΑΦΙΚΑ Ό κ. Σταμπόλιτς εγεννήθη τό 1912 είς Σεβίλιαν. Είναι μέλος τού Κομμουνιστικού Κόμματος Γιουγκοσλαβίας από τού 1933. ΑΝΑΜΗΝΗΣΕΙ ΤΑ ΕΣΩΤΕΡΙΚΑ Ό κ. Π. Πιπινέλης αναμένεται νά συναντηθή μετά τού Γιουγκοσλάβου πολιτικού διά νά εξετάσουν θέματα κοινού ενδιαφέροντος. ΝΑ ΣΥΝΤΑΞΙΟΔΟΤΗΘΟΥΝ ΟΙ ΠΡΟΕΔΡΟΙ ΚΟΙΝΟΤΗΤΩΝ Ή Ένωσις Προέδρων Κοινοτήτων ζητεί τήν συνταξιοδότησιν τών μελών της μετά από εικοσαετή θητείαν. Ό κ. Σταμπόλιτς θά παραμείνη είς Αθήνας επί τετραήμερον. Αύριον θά επισκεφθή τόν Πρόεδρον τής Βουλής. Ό κ. Σταμπόλιτς εγεννήθη τό 1912 είς Σεβίλιαν. Είναι μέλος τού Κομμουνιστικού Κόμματος Γιουγκοσλαβίας από τού 1933. ΑΠΗΡΓΗΣΑΝ ΧΘΕΣ ΟΙ ΥΠΑΛΛΗΛΟΙ ΤΗΣ ΑΓΡΟΤΙΚΗΣ ΤΡΑΠΕΖΗΣ Προγραμματισμένη απεργία των υπαλλήλων τής Αγροτικής Τραπέζης επραγματοποιήθη χθές καθ' όλην τήν χώραν. Προγραμματισμένη απεργία των υπαλλήλων τής Αγροτικής Τραπέζης επραγματοποιήθη χθές καθ' όλην τήν χώραν. ΕΚΛΑΠΗΣΑΝ ΧΘΕΣ Ο ΜΗΤΡΟΠΟΛΙΤΗΣ ΧΙΟΥ ΠΑΥΛΟΣ Ένώπιον τής Ιεράς Συνόδου παρουσιάσθη χθές ό Μητροπολίτης Χίου Παύλος. Ένώπιον τής Ιεράς Συνόδου παρουσιάσθη χθές ό Μητροπολίτης Χίου Παύλος. ΟΙ ΕΠΙΧΕΙΡΗΜΑΤΙΑΙ ΑΤΤΙΚΗΣ ΑΘΗΝΩΝ Ό Σύνδεσμος Επιχειρηματιών Αττικής καλεί τά μέλη του είς συνεδρίασιν τήν προσεχή Τρίτην. [594,55,960,901]
world-gold-title: Ή διεθνής άγορά χρυσού [1205,921,1344,933]
table-row: Ελλάδος 2920 2920 — [1178,345,1371,355]
table-row: Ελαϊς 1245 1245 — [1178,491,1371,501]
subhead-bio: ΒΙΟΓΡΑΦΙΚΑ [651,707,716,719]
funeral-title: ΕΓΕΝΕΤΟ Η ΚΗΔΕΙΑ ΤΟΥ ΕΥΑΓ. ΑΙΔΟΝΟΠΟΥΛΟΥ [17,1022,176,1045]
banks-table-title: ΤΡΑΠΕΖΑΙ – ΑΣΦΑΛΕΙΑΙ [1177,319,1371,336]
column-rule [586,55,587,2304]
union-sub: ΠΡΟΣΚΛΗΣΙΣ [442,1237,511,1249]
bakers-title: ΤΑ ΑΙΤΗΜΑΤΑ ΤΩΝ ΑΡΤΟΠΟΙΩΝ [1388,425,1553,437]
issue-date: Πέμπτη 20 Όκτωβρίου 1966 [1221,10,1376,23]
horse-title: ΙΠΠΟΔΡΟΜΙΑΚΑ ΝΕΑ [421,467,531,478]
tobacco-title: ΤΑ ΑΙΤΗΜΑΤΑ ΤΩΝ ΚΑΠΝΟΠΑΡΑΓΩΓΩΝ ΔΙΑ ΤΗΝ ΝΕΑΝ ΕΣΟΔΕΙΑΝ [1379,142,1562,174]
metals-title: Αί τιμαί τών μετάλλων [1212,1006,1337,1017]
continuation-label: Η ΣΥΝΕΧΕΙΑ ΑΠΟ ΤΗΝ ΣΕΛΙΔΑ 1 [374,1019,515,1030]
business-title: ΟΙ ΕΠΙΧΕΙΡΗΜΑΤΙΑΙ ΑΤΤΙΚΗΣ ΑΘΗΝΩΝ [796,844,945,867]
table-row: Γενικής 503 500 — [1178,336,1371,345]
table-row: 1926 ΑΒ 154 156 — [979,345,1173,355]
table-row: 1957 ΔΕΗ 151 151 — [979,414,1173,424]
union-title: ΕΝΩΣΙΣ ΑΠΟΛΥΜΕΝΩΝ ΥΠΑΛΛΗΛΩΝ ΕΛΛΑΔΟΣ [382,1209,571,1232]
tender-signature: Ό Πρόεδρος τής ΑΕΠΥΣ [1454,999,1562,1009]
rhodes-body: ΡΟΔΟΣ, 19. Έξ τής Ακροπόλεως τής Ρόδου ανεκοινώθη ότι θά ξεκινήσουν νέες ανασκαφές πλησίον τού ναού τής Αθηνάς Λινδίας. ΡΟΔΟΣ, 19. Έξ τής Ακροπόλεως τής Ρόδου ανεκοινώθη ότι θά ξεκινήσουν νέες ανασκαφές πλησίον τού ναού τής Αθηνάς Λινδίας. [374,590,578,656]
table-row: 1935 Κ 190 190 — [979,395,1173,404]
article-ss-body-2: Ό Χίτλερ είχε τότε κάνει έκκλησιν πρός τούς στρατηγούς, οί οποίοι τόν υπεστήριξαν. Ό στρατός έμεινε ουδέτερος, ενώ τά ΕΣ-ΕΣ άνέλαβαν τήν εκκαθάριση. Τό ίδιο βράδυ ό Χίμλερ άνεκοίνωσε είς τόν Χίτλερ ότι ή επιχείρησις είχε ολοκληρωθή. Ό Ρέμ, έτσι, έπαυσε νά υπάρχη. Η σκηνή, όπως την περιέγραψε ό Χέλντριχ, ήταν μία ή κορυφαία στιγμή τής μάχης των γνωστών επιτελών. Ό Ρέμ είχε φυλακισθή στό Μόναχο. λέω καί βρίζοντας τό τρίμα τό έγινε. Ό Μπαλντουρ φον Σίραχ, ό υπεύθυνος τής νεολαίας, κατηγορήθηκε ότι είχε οργανώσει τήν Χιτλερική Νεολαία. Ό Χίτλερ είχε τότε κάνει έκκλησιν πρός τούς στρατηγούς, οί οποίοι τόν υπεστήριξαν. Ό στρατός έμεινε ουδέτερος, ενώ τά ΕΣ-ΕΣ άνέλαβαν τήν εκκαθάριση. Τό ίδιο βράδυ ό Χίμλερ άνεκοίνωσε είς τόν Χίτλερ ότι ή επιχείρησις είχε ολοκληρωθή. Ό Ρέμ, έτσι, έπαυσε νά υπάρχη. Η σκηνή, όπως την περιέγραψε ό Χέλντριχ, ήταν μία ή κορυφαία στιγμή τής μάχης των γνωστών επιτελών. Ό Ρέμ είχε φυλακισθή στό Μόναχο. λέω καί βρίζοντας τό τρίμα τό έγινε. Ό Μπαλντουρ φον Σίραχ, ό υπεύθυνος τής νεολαίας, κατηγορήθηκε ότι είχε οργανώσει τήν Χιτλερική Νεολαία. Ό Χίτλερ είχε τότε κάνει έκκλησιν πρός τούς στρατηγούς, οί οποίοι τόν υπεστήριξαν. Ό στρατός έμεινε ουδέτερος, ενώ τά ΕΣ-ΕΣ άνέλαβαν τήν εκκαθάριση. [189,510,358,947]
table-row: Όσλο 4.18 4.21 [979,1096,1172,1106]
table-row: Φρανκφούρτη 7.51 7.56 [979,1037,1172,1047]
fx-title: Άγοραί συναλλάγματος [1009,876,1140,887]
table-row: Στοκχόλμη 5.79 5.83 [979,1076,1172,1086]
table-row: ΠΕΙΡΑΙΚΗ 1400 1400 — [1178,550,1371,560]
table-row: 1956 ΔΕΗ 153 153 +0.5 [979,404,1173,414]
economy-banner: ΟΙΚΟΝΟΜΙΚΗ ΖΩΗ [978,55,1562,108]
table-row: Κεράνη 1150 1150 — [1178,530,1371,540]
free-market-title: Έλεύθεραι άγοραί ξένων χαρτονομισμάτων [1207,815,1342,836]
bourse-title: ΧΡΗΜΑΤΙΣΤΗΡΙΟΝ ΑΘΗΝΩΝ [1098,286,1251,298]
table-row: Άλκας 223 223 — [1178,452,1371,461]
table-row: 1964 ΟΤΕ 236 236 — [979,483,1173,493]
gold-coin-title: Ή χρυσή λίρα [1037,735,1113,747]
table-row: Χαλυβουργική 1615 1615 — [1178,589,1371,599]
table-row: Άμστερνταμ 8.27 8.33 [979,1067,1172,1076]
subhead-tsouderos: Ο κ. ΤΣΟΥΔΕΡΟΣ [639,314,728,326]
table-row: ΕΒΕ 352 353 +0.28 [1178,481,1371,491]
continuation-label: Η ΣΥΝΕΧΕΙΑ ΑΠΟ ΤΗΝ ΣΕΛΙΔΑ 1 [12,197,152,207]
table-row: Εθνική Ασφ. 4000 4000 — [1178,414,1371,424]
king-title: ΑΝΑΚΟΙΝΩΘΕΝ ΤΟΥ ΒΑΣΙΛΕΩΣ [396,307,556,319]
lottery-body: Κατά τήν χθεσινήν κλήρωσιν τού Εθνικού Λαχείου εξήχθησαν οί κάτωθι αριθμοί: 22539 33292 47498 58102 15040 40278 14895 12307 08475 27841 50338 61294 19803 35926. Κατά τήν χθεσινήν κλήρωσιν τού Εθνικού Λαχείου εξήχθησαν οί κάτωθι αριθμοί: 22539 33292 47498 58102 15040 40278 14895 12307 08475 27841 50338 61294 19803 35926. Κατά τήν χθεσινήν κλήρωσιν τού Εθνικού Λαχείου εξήχθησαν οί κάτωθι αριθμοί: 22539 33292 47498 58102 15040 40278 14895 12307 08475 27841 50338 61294 19803 35926. [12,845,181,1009]
bourse-sub: ΚΛΕΙΣΙΜΟΝ ΤΗΣ ΤΕΤΑΡΤΗΣ 19ης ΟΚΤΩΒΡΙΟΥ 1966 [1043,303,1306,315]
small-news-sub: ΜΙΚΡΑΙ ΕΙΔΗΣΕΙΣ [1426,540,1515,552]
table-row: 1925 Κ 154 154 — [979,336,1173,345]
table-row: 1961 ΟΤΕ 150 150 — [979,454,1173,463]
pensioners-title: ΠΑΡΗΓΗΘΗ Η ΔΙΟΙΚΗΣΙΣ ΤΩΝ ΣΥΝΤΑΞΙΟΥΧΩΝ ΔΗΜΟΣΙΟΥ [399,662,553,685]
banks-table [1177,336,1371,435]
notes-title: ΞΕΝΩΝ ΤΡΑΠΕΖΟΓΡΑΜΜΑΤΙΩΝ [990,1122,1160,1133]
cotton-title: ΚΑΤΑ ΤΩΝ ΑΓΟΡΑΖΟΝΤΩΝ ΒΑΜΒΑΚΑ ΑΝΕΥ ΤΙΜΟΛΟΓΙΟΥ [1393,306,1548,329]
table-row: 1932 ΑΒ 106 106 — [979,385,1173,395]
table-row: Ζυρίχη 6.91 6.96 [979,1027,1172,1037]
economy-editor: ('Επιμέλεια κ. Στ. Παπαϊωάννου) [1137,114,1403,130]
strike-title: ΑΠΗΡΓΗΣΑΝ ΧΘΕΣ ΟΙ ΥΠΑΛΛΗΛΟΙ ΤΗΣ ΑΓΡΟΤΙΚΗΣ ΤΡΑΠΕΖΗΣ [782,627,959,649]
exchange-table [978,997,1172,1116]
table-row: Εμπορ. Πίστ. 945 945 — [1178,365,1371,375]
table-row: Λίρα Αγγλίας 7.8150 [979,899,1172,909]
tender-title: ΔΙΑΚΗΡΥΞΙΣ [1439,948,1502,960]
headline-stambolic: Ο κ. ΣΤΑΜΠΟΛΙΤΣ ΦΘΑΝΕΙ ΕΙΣ ΤΑΣ ΑΘΗΝΑΣ [605,487,949,532]
column-b [374,55,578,2304]
article-gotzamanis-body: τόν κατέθεσε ότι ή Λαμπράκης είχε συναντηθή μέ τόν Γκοτζαμάνη είς Θεσσαλονίκην ολίγας ημέρας πρό τού εγκλήματος. Ή ανάκρισις συνεχίζεται καί αναμένεται ότι θά κληθούν νέοι μάρτυρες είς τό ανακριτικό γραφείον. τόν κατέθεσε ότι ή Λαμπράκης είχε συναντηθή μέ τόν Γκοτζαμάνη είς Θεσσαλονίκην ολίγας ημέρας πρό τού εγκλήματος. Ή ανάκρισις συνεχίζεται καί αναμένεται ότι θά κληθούν νέοι μάρτυρες είς τό ανακριτικό γραφείον. [374,1033,578,1190]
tomorrow-note: ΑΥΡΙΟΝ: Ή συνέχεια. [189,950,287,960]
continuation-label: Η ΣΥΝΕΧΕΙΑ ΑΠΟ ΤΗΝ ΣΕΛΙΔΑ 1 [12,514,152,524]
headline-ben-barka: ΘΑ ΔΙΕΞΑΧΘΗ ΝΕΑ ΔΙΚΗ ΜΠΕΝ ΜΠΑΡΚΑ [383,55,570,118]
table-row: Βιέννη 1.16 1.17 [979,1106,1172,1116]
deposits-body: ΑΥΞΗΣΙΝ κατά 906 εκατομμύρια δραχμάς εσημείωσαν αί ιδιωτικαί καταθέσεις κατά τόν παρελθόντα μήνα Σεπτέμβριον. Τούτο προκύπτει από τά άνακοινωθέντα χθές υπό τής Τραπέζης τής Ελλάδος στοιχεία. Ειδικώτερον αί καταθέσεις όψεως ανήλθον τήν 30.9.66 είς 6.221 εκατ. δρχ. αυξηθείσαι έναντι τού Σεπτεμβρίου κατά 301 εκατ. δρχ. Αί καταθέσεις ταμιευτηρίου ανήλθον είς 29.150 εκατ. δρχ. αυξηθείσαι κατά 416 εκατ. δρχ. Αί καταθέσεις προθεσμίας ανήλθον είς 5.246 εκατ. δρχ. αυξηθείσαι κατά 192 εκατ. δρχ. Αί λοιπαί καταθέσεις ανήλθον είς 2.633 εκατ. δρχ. Ή αύξησις έναντι τού αντιστοίχου μηνός τού 1965 ανέρχεται είς 4.458 εκατ. δρχ. [978,167,1371,274]
